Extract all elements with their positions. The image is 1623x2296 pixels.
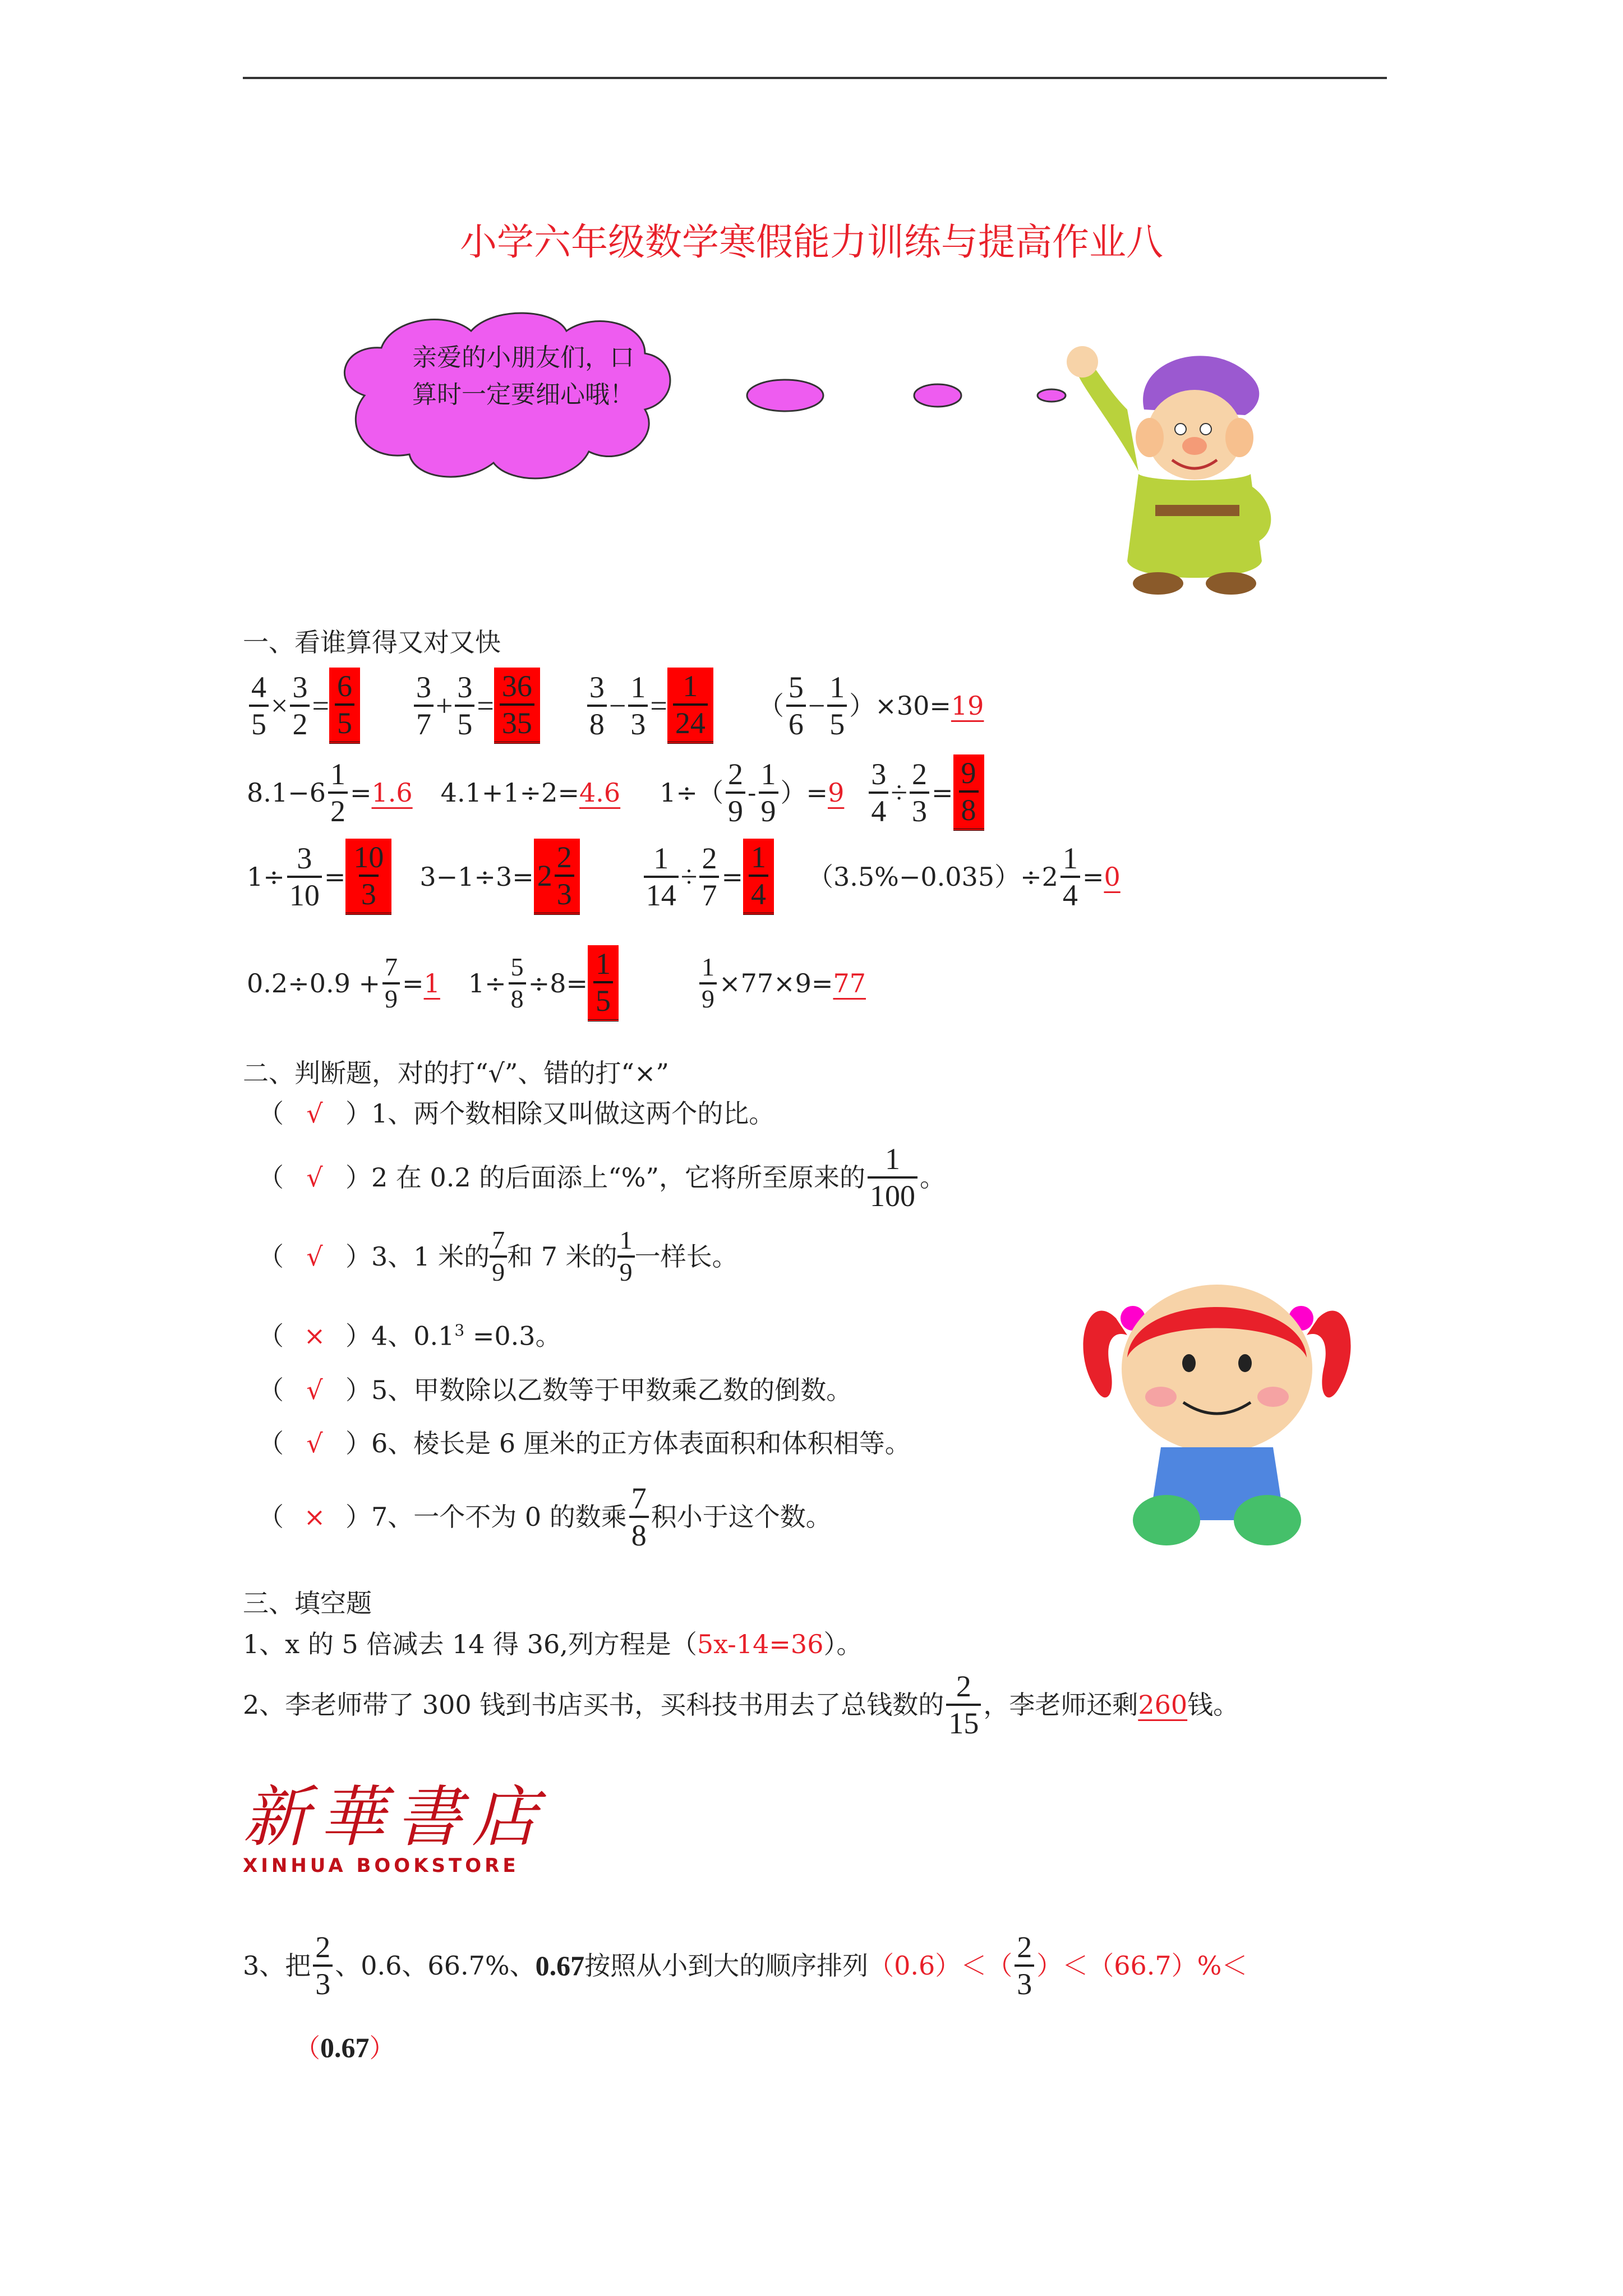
repeating-decimal: 0.67 <box>320 2032 370 2063</box>
fraction: $\frac{1}{100}$ <box>868 1142 917 1213</box>
judge-item-7: （ × ）7、一个不为 0 的数乘 $\frac{7}{8}$ 积小于这个数。 <box>258 1481 832 1553</box>
expr: 0.2÷0.9 + <box>247 968 381 999</box>
answer-box: $\frac{36}{35}$ <box>494 668 540 744</box>
judge-item-2: （ √ ）2 在 0.2 的后面添上“%”，它将所至原来的 $\frac{1}{100}$ 。 <box>258 1142 946 1213</box>
judge-mark: × <box>303 1320 326 1351</box>
operator: ÷ <box>891 776 907 810</box>
expr-tail: ÷8= <box>528 968 588 999</box>
answer: 4.6 <box>579 777 621 808</box>
calc-row-2 <box>247 754 984 831</box>
operator: - <box>747 777 757 808</box>
answer: 77 <box>833 968 866 999</box>
small-bubble <box>1038 389 1066 402</box>
fraction: $\frac{1}{9}$ <box>699 953 717 1014</box>
answer: 1 <box>423 968 440 999</box>
expr-tail: ）×30= <box>849 691 951 721</box>
girl-character-illustration <box>1077 1257 1357 1548</box>
fraction: $\frac{2}{3}$ <box>910 757 929 829</box>
fraction: $\frac{3}{5}$ <box>455 670 474 742</box>
expr-tail: ）= <box>780 777 828 808</box>
answer: 0 <box>1104 862 1121 892</box>
fill-question-1: 1、x 的 5 倍减去 14 得 36,列方程是（5x-14=36）。 <box>243 1629 863 1659</box>
judge-item-1: （ √ ）1、两个数相除又叫做这两个的比。 <box>258 1098 775 1129</box>
fraction: $\frac{1}{9}$ <box>759 757 778 829</box>
bubble-line-1: 亲爱的小朋友们，口 <box>412 343 634 372</box>
calc-row-1 <box>247 668 984 744</box>
fraction: $\frac{1}{4}$ <box>1061 841 1080 913</box>
equals: = <box>1082 862 1104 892</box>
section3-heading: 三、填空题 <box>243 1588 372 1618</box>
expr: （3.5%−0.035）÷2 <box>807 862 1058 892</box>
page-title: 小学六年级数学寒假能力训练与提高作业八 <box>460 220 1163 264</box>
fraction: $\frac{1}{3}$ <box>628 670 648 742</box>
judge-item-4: （ × ）4、$0.1^3 =0.3$。 <box>258 1320 561 1351</box>
operator: − <box>608 689 626 723</box>
operator: + <box>435 689 453 723</box>
fill-question-2: 2、李老师带了 300 钱到书店买书，买科技书用去了总钱数的 $\frac{2}{15}$ ，李老师还剩 260 钱。 <box>243 1669 1239 1741</box>
operator: − <box>808 689 826 723</box>
fraction: $\frac{4}{5}$ <box>249 670 269 742</box>
fraction: $\frac{7}{9}$ <box>490 1226 507 1287</box>
equals: = <box>324 862 346 892</box>
equals: = <box>477 689 494 723</box>
top-rule <box>243 77 1387 79</box>
expr: 8.1−6 <box>247 777 326 808</box>
equals: = <box>402 968 424 999</box>
fraction: $\frac{2}{3}$ <box>313 1930 333 2001</box>
fraction: $\frac{3}{7}$ <box>414 670 434 742</box>
dwarf-character-illustration <box>1066 337 1318 606</box>
answer-box: 2 $\frac{2}{3}$ <box>534 839 580 915</box>
paren: （ <box>758 691 784 721</box>
judge-mark: √ <box>306 1428 323 1458</box>
equals: = <box>721 862 743 892</box>
answer: 1.6 <box>371 777 413 808</box>
calc-row-4 <box>247 945 866 1022</box>
judge-mark: √ <box>306 1162 323 1193</box>
answer: 9 <box>828 777 845 808</box>
judge-item-6: （ √ ）6、棱长是 6 厘米的正方体表面积和体积相等。 <box>258 1428 911 1458</box>
expr: 1÷ <box>468 968 506 999</box>
fraction: $\frac{1}{2}$ <box>328 757 348 829</box>
calc-row-3 <box>247 839 1121 915</box>
fraction: $\frac{5}{8}$ <box>509 953 526 1014</box>
section1-heading: 一、看谁算得又对又快 <box>243 627 501 657</box>
fraction: $\frac{2}{7}$ <box>699 841 719 913</box>
equals: = <box>931 777 953 808</box>
answer-box: $\frac{1}{5}$ <box>588 945 619 1022</box>
fill-question-3: 3、把 $\frac{2}{3}$ 、0.6、66.7%、 0.67 按照从小到大的顺序排列 （0.6）＜（ $\frac{2}{3}$ ）＜（66.7）%＜ <box>243 1930 1248 2001</box>
answer: （0.6）＜（ <box>868 1950 1013 1981</box>
answer: ）＜（66.7）%＜ <box>1036 1950 1248 1981</box>
fraction: $\frac{2}{15}$ <box>946 1669 981 1741</box>
xinhua-bookstore-logo <box>243 1778 548 1877</box>
fraction: $\frac{3}{4}$ <box>869 757 888 829</box>
answer: 260 <box>1138 1690 1188 1720</box>
bubble-line-2: 算时一定要细心哦！ <box>412 380 634 409</box>
fill-question-3-continued: （0.67） <box>294 2032 395 2063</box>
judge-item-5: （ √ ）5、甲数除以乙数等于甲数乘乙数的倒数。 <box>258 1375 852 1405</box>
fraction: $\frac{3}{2}$ <box>290 670 310 742</box>
answer-box: $\frac{6}{5}$ <box>329 668 360 744</box>
answer-box: $\frac{10}{3}$ <box>345 839 391 915</box>
fraction: $\frac{1}{5}$ <box>827 670 847 742</box>
judge-mark: × <box>303 1502 326 1533</box>
repeating-decimal: 0.67 <box>535 1950 585 1982</box>
fraction: $\frac{3}{10}$ <box>287 841 322 913</box>
answer-box: $\frac{1}{4}$ <box>743 839 774 915</box>
answer-box: $\frac{1}{24}$ <box>667 668 713 744</box>
fraction: $\frac{7}{8}$ <box>629 1481 649 1553</box>
answer: 5x-14=36 <box>697 1629 824 1659</box>
fraction: $\frac{1}{14}$ <box>644 841 679 913</box>
equals: = <box>349 777 372 808</box>
expr: 1÷ <box>247 862 285 892</box>
judge-mark: √ <box>306 1375 323 1405</box>
logo-chinese-text: 新華書店 <box>243 1778 548 1856</box>
operator: ÷ <box>680 860 698 894</box>
fraction: $\frac{1}{9}$ <box>617 1226 635 1287</box>
equals: = <box>650 689 667 723</box>
fraction: $\frac{7}{9}$ <box>382 953 400 1014</box>
fraction: $\frac{2}{3}$ <box>1015 1930 1034 2001</box>
section2-heading: 二、判断题，对的打“√”、错的打“×” <box>243 1058 669 1088</box>
equals: = <box>312 689 329 723</box>
logo-english-text: XINHUA BOOKSTORE <box>243 1855 519 1877</box>
judge-item-3: （ √ ）3、1 米的 $\frac{7}{9}$ 和 7 米的 $\frac{1}{9}$ 一样长。 <box>258 1226 738 1286</box>
fraction: $\frac{5}{6}$ <box>786 670 806 742</box>
fraction: $\frac{3}{8}$ <box>587 670 607 742</box>
judge-mark: √ <box>306 1241 323 1272</box>
answer: 19 <box>951 691 984 721</box>
answer-box: $\frac{9}{8}$ <box>953 754 984 831</box>
operator: × <box>271 689 288 723</box>
expr: 4.1+1÷2= <box>440 777 579 808</box>
expr-tail: ×77×9= <box>719 968 833 999</box>
expr: 1÷（ <box>660 777 723 808</box>
judge-mark: √ <box>306 1098 323 1129</box>
bubble-text <box>412 339 634 413</box>
fraction: $\frac{2}{9}$ <box>726 757 745 829</box>
expr: 3−1÷3= <box>419 862 534 892</box>
